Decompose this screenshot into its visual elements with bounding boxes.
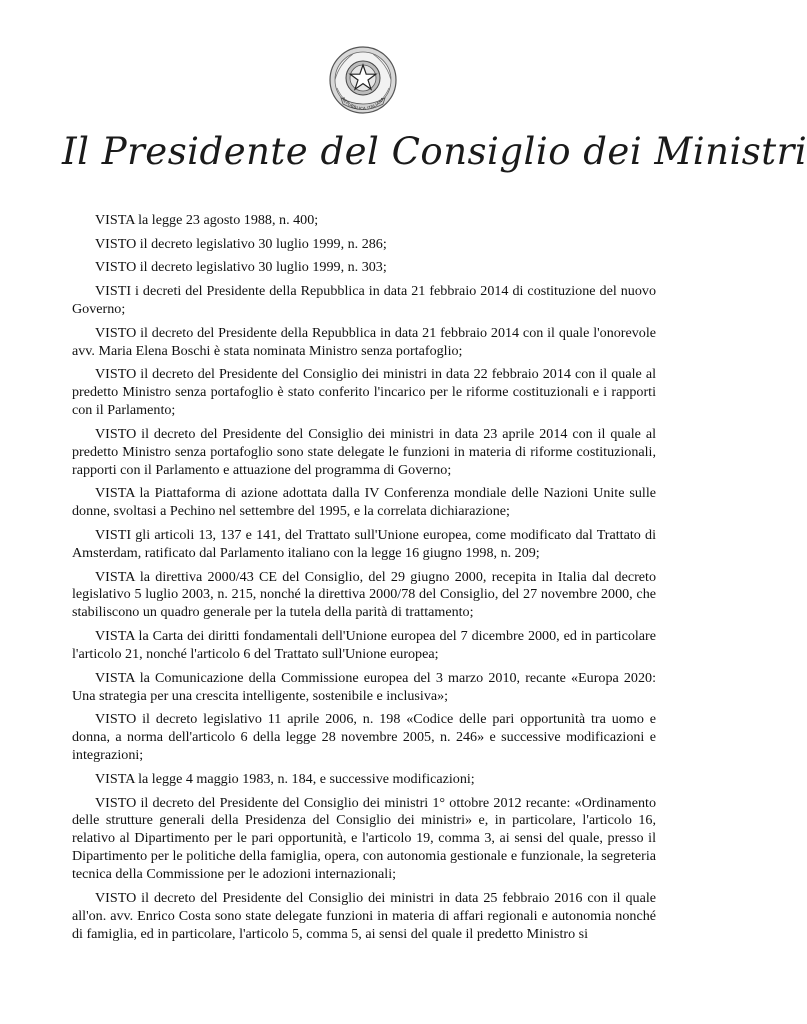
republic-emblem bbox=[327, 44, 399, 116]
paragraph: VISTO il decreto legislativo 30 luglio 1999, n. 286; bbox=[95, 235, 387, 252]
paragraph: VISTO il decreto del Presidente del Consiglio dei ministri in data 25 febbraio 2016 con il quale all'on. avv. Enrico Costa sono state delegate funzioni in materia di affari regionali e autonomia nonché di famiglia, ed in particolare, l'articolo 5, comma 5, ai sensi del quale il predetto Ministro si bbox=[72, 889, 656, 942]
paragraph: VISTI i decreti del Presidente della Repubblica in data 21 febbraio 2014 di costituzione del nuovo Governo; bbox=[72, 283, 656, 318]
paragraph: VISTA la Carta dei diritti fondamentali dell'Unione europea del 7 dicembre 2000, ed in particolare l'articolo 21, nonché l'articolo 6 del Trattato sull'Unione europea; bbox=[72, 628, 656, 662]
paragraph: VISTA la Comunicazione della Commissione europea del 3 marzo 2010, recante «Europa 2020: Una strategia per una crescita intelligente, sostenibile e inclusiva»; bbox=[72, 669, 656, 704]
emblem-ribbon-text: REPUBBLICA ITALIANA bbox=[340, 96, 386, 112]
document-heading: Il Presidente del Consiglio dei Ministri bbox=[62, 130, 807, 173]
paragraph: VISTA la legge 23 agosto 1988, n. 400; bbox=[95, 212, 319, 228]
document-body bbox=[72, 212, 656, 949]
paragraph: VISTO il decreto del Presidente del Consiglio dei ministri in data 23 aprile 2014 con il quale al predetto Ministro senza portafoglio sono state delegate le funzioni in materia di riforme costituzionali, rapporti con il Parlamento e attuazione del programma di Governo; bbox=[72, 425, 656, 478]
paragraph: VISTO il decreto legislativo 30 luglio 1999, n. 303; bbox=[95, 259, 387, 276]
paragraph: VISTO il decreto del Presidente del Consiglio dei ministri in data 22 febbraio 2014 con il quale al predetto Ministro senza portafoglio è stato conferito l'incarico per le riforme costituzionali e i rapporti con il Parlamento; bbox=[72, 366, 656, 419]
paragraph: VISTI gli articoli 13, 137 e 141, del Trattato sull'Unione europea, come modificato dal Trattato di Amsterdam, ratificato dal Parlamento italiano con la legge 16 giugno 1998, n. 209; bbox=[72, 526, 656, 561]
paragraph: VISTO il decreto del Presidente del Consiglio dei ministri 1° ottobre 2012 recante: «Ordinamento delle strutture generali della Presidenza del Consiglio dei ministri» e, in particolare, l'articolo 16, relativo al Dipartimento per le pari opportunità, e l'articolo 19, comma 3, ai sensi del quale, presso il Dipartimento per le politiche della famiglia, opera, con autonomia gestionale e funzionale, la segreteria tecnica della Commissione per le adozioni internazionali; bbox=[72, 794, 656, 883]
paragraph: VISTA la legge 4 maggio 1983, n. 184, e successive modificazioni; bbox=[95, 770, 475, 787]
paragraph: VISTO il decreto legislativo 11 aprile 2006, n. 198 «Codice delle pari opportunità tra uomo e donna, a norma dell'articolo 6 della legge 28 novembre 2005, n. 246» e successive modificazioni e integrazioni; bbox=[72, 711, 656, 764]
paragraph: VISTA la Piattaforma di azione adottata dalla IV Conferenza mondiale delle Nazioni Unite sulle donne, svoltasi a Pechino nel settembre del 1995, e la correlata dichiarazione; bbox=[72, 485, 656, 520]
paragraph: VISTO il decreto del Presidente della Repubblica in data 21 febbraio 2014 con il quale l'onorevole avv. Maria Elena Boschi è stata nominata Ministro senza portafoglio; bbox=[72, 324, 656, 359]
paragraph: VISTA la direttiva 2000/43 CE del Consiglio, del 29 giugno 2000, recepita in Italia dal decreto legislativo 5 luglio 2003, n. 215, nonché la direttiva 2000/78 del Consiglio, del 27 novembre 2000, che stabiliscono un quadro generale per la tutela della parità di trattamento; bbox=[72, 568, 656, 621]
